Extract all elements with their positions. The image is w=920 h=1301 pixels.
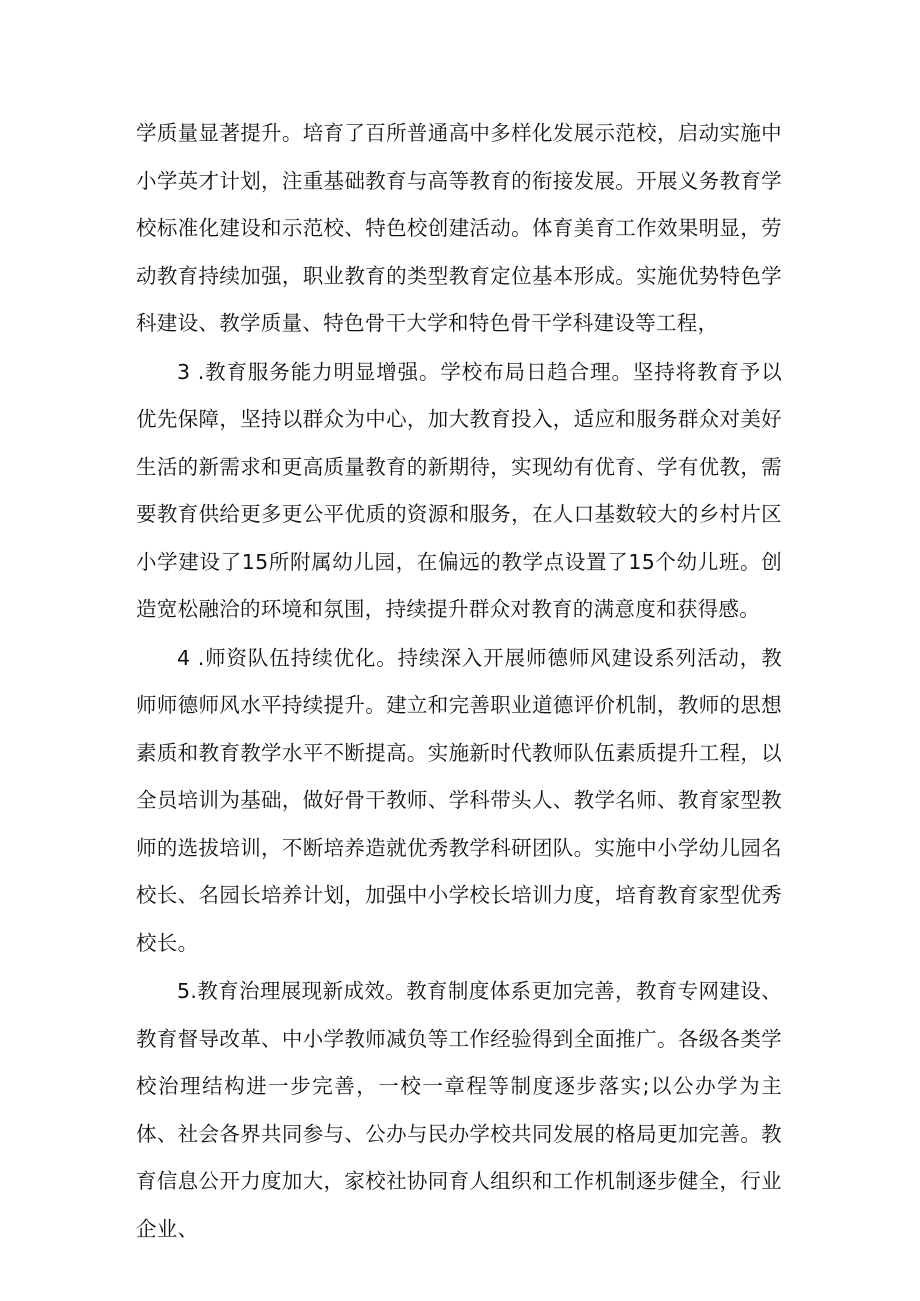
paragraph-service-capacity: 3 .教育服务能力明显增强。学校布局日趋合理。坚持将教育予以优先保障，坚持以群众为中心，加大教育投入，适应和服务群众对美好生活的新需求和更高质量教育的新期待，实现幼有优育、学有优教，需要教育供给更多更公平优质的资源和服务，在人口基数较大的乡村片区小学建设了15所附属幼儿园，在偏远的教学点设置了15个幼儿班。创造宽松融洽的环境和氛围，持续提升群众对教育的满意度和获得感。 bbox=[136, 359, 782, 621]
document-body bbox=[136, 110, 782, 1253]
paragraph-teacher-team: 4 .师资队伍持续优化。持续深入开展师德师风建设系列活动，教师师德师风水平持续提升。建立和完善职业道德评价机制，教师的思想素质和教育教学水平不断提高。实施新时代教师队伍素质提升工程，以全员培训为基础，做好骨干教师、学科带头人、教学名师、教育家型教师的选拔培训，不断培养造就优秀教学科研团队。实施中小学幼儿园名校长、名园长培养计划，加强中小学校长培训力度，培育教育家型优秀校长。 bbox=[136, 645, 782, 955]
paragraph-education-governance: 5.教育治理展现新成效。教育制度体系更加完善，教育专网建设、教育督导改革、中小学教师减负等工作经验得到全面推广。各级各类学校治理结构进一步完善，一校一章程等制度逐步落实;以公办学为主体、社会各界共同参与、公办与民办学校共同发展的格局更加完善。教育信息公开力度加大，家校社协同育人组织和工作机制逐步健全，行业企业、 bbox=[136, 979, 782, 1241]
paragraph-education-quality: 学质量显著提升。培育了百所普通高中多样化发展示范校，启动实施中小学英才计划，注重基础教育与高等教育的衔接发展。开展义务教育学校标准化建设和示范校、特色校创建活动。体育美育工作效果明显，劳动教育持续加强，职业教育的类型教育定位基本形成。实施优势特色学科建设、教学质量、特色骨干大学和特色骨干学科建设等工程， bbox=[136, 121, 782, 335]
